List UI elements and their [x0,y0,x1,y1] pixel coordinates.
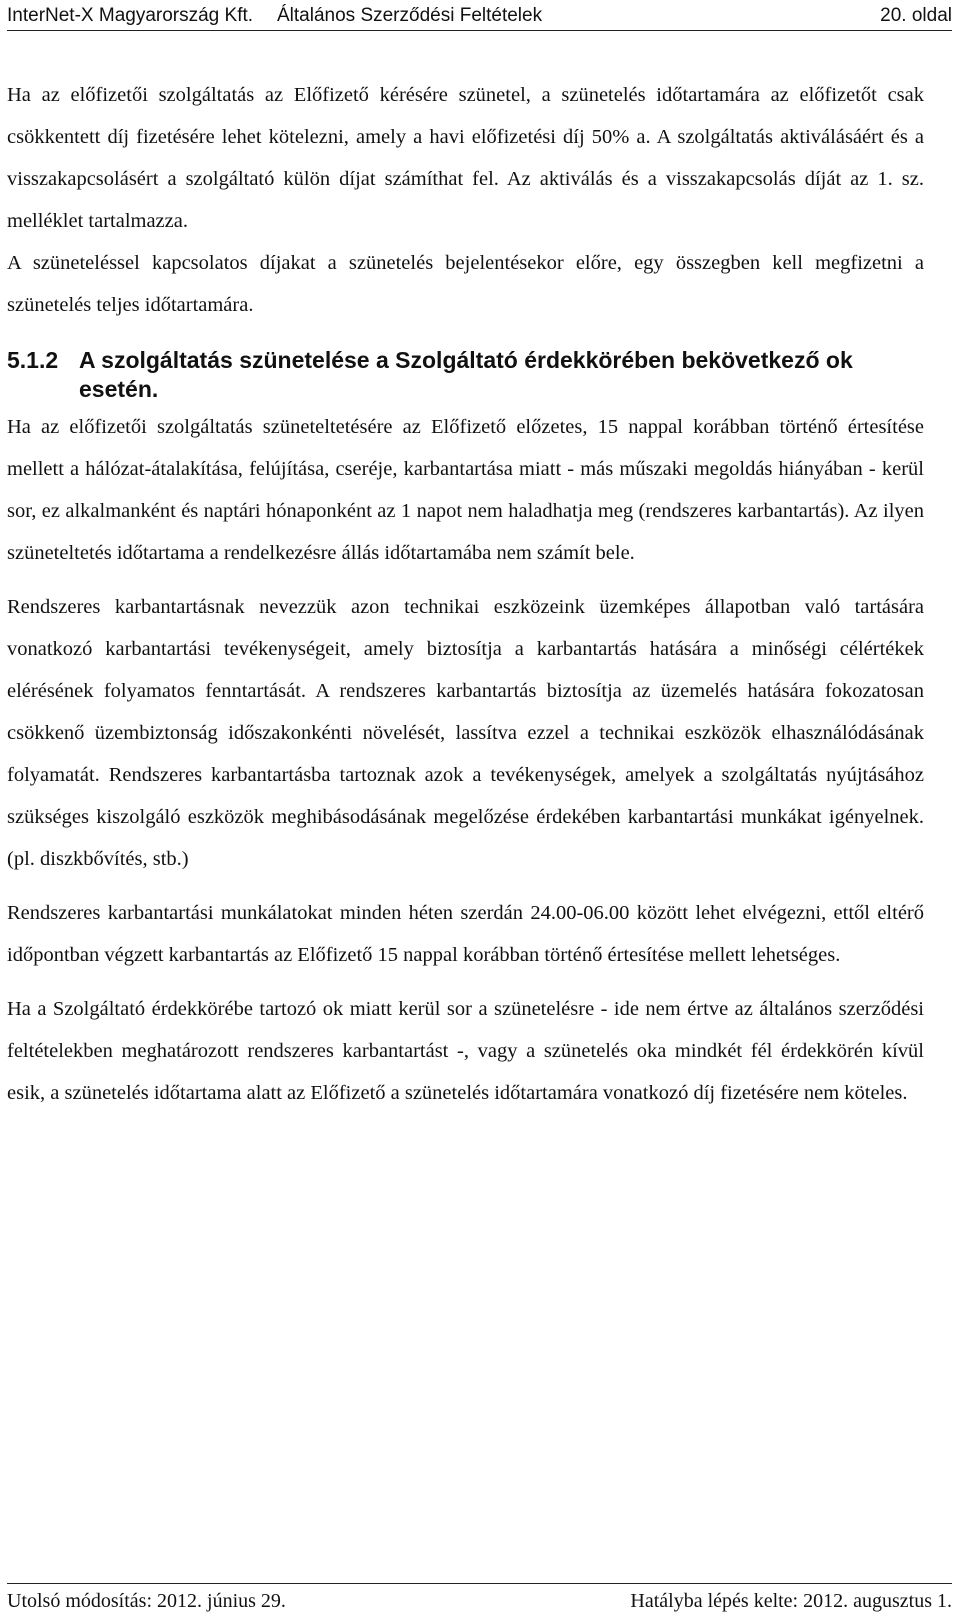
section-number: 5.1.2 [7,347,59,373]
paragraph-regular-maintenance: Rendszeres karbantartásnak nevezzük azon technikai eszközeink üzemképes állapotban való tartására vonatkozó karbantartási tevékenységeit, amely biztosítja a karbantartás hatására a minőségi célértékek elérésének folyamatos fenntartását. A rendszeres karbantartás biztosítja az üzemelés hatására fokozatosan csökkenő üzembiztonság időszakonkénti növelését, lassítva ezzel a technikai eszközök elhasználódásának folyamatát. Rendszeres karbantartásba tartoznak azok a tevékenységek, amelyek a szolgáltatás nyújtásához szükséges kiszolgáló eszközök meghibásodásának megelőzése érdekében karbantartási munkákat igényelnek. (pl. diszkbővítés, stb.) [7,596,924,870]
paragraph-provider-fault: Ha a Szolgáltató érdekkörébe tartozó ok miatt kerül sor a szünetelésre - ide nem értve az általános szerződési feltételekben meghatározott rendszeres karbantartást -, vagy a szünetelés oka mindkét fél érdekkörén kívül esik, a szünetelés időtartama alatt az Előfizető a szünetelés időtartamára vonatkozó díj fizetésére nem köteles. [7,998,924,1104]
page-header [7,4,952,31]
paragraph-maintenance-window: Rendszeres karbantartási munkálatokat minden héten szerdán 24.00-06.00 között lehet elvégezni, ettől eltérő időpontban végzett karbantartás az Előfizető 15 nappal korábban történő értesítése mellett lehetséges. [7,902,924,966]
effective-date: Hatályba lépés kelte: 2012. augusztus 1. [630,1590,952,1612]
document-body [7,74,924,1126]
paragraph-maintenance-notice: Ha az előfizetői szolgáltatás szüneteltetésére az Előfizető előzetes, 15 nappal korábban történő értesítése mellett a hálózat-átalakítása, felújítása, cseréje, karbantartása miatt - más műszaki megoldás hiányában - kerül sor, ez alkalmanként és naptári hónaponként az 1 napot nem haladhatja meg (rendszeres karbantartás). Az ilyen szüneteltetés időtartama a rendelkezésre állás időtartamába nem számít bele. [7,416,924,564]
last-modified-date: Utolsó módosítás: 2012. június 29. [7,1590,286,1612]
company-name: InterNet-X Magyarország Kft. [7,5,254,26]
section-title: A szolgáltatás szünetelése a Szolgáltató érdekkörében bekövetkező ok esetén. [79,347,853,402]
paragraph-suspension-fee: Ha az előfizetői szolgáltatás az Előfizető kérésére szünetel, a szünetelés időtartamára az előfizetőt csak csökkentett díj fizetésére lehet kötelezni, amely a havi előfizetési díj 50% a. A szolgáltatás aktiválásáért és a visszakapcsolásért a szolgáltató külön díjat számíthat fel. Az aktiválás és a visszakapcsolás díját az 1. sz. melléklet tartalmazza. [7,84,924,232]
paragraph-suspension-payment: A szüneteléssel kapcsolatos díjakat a szünetelés bejelentésekor előre, egy összegben kell megfizetni a szünetelés teljes időtartamára. [7,252,924,316]
document-title: Általános Szerződési Feltételek [277,5,543,26]
page-footer [7,1583,952,1622]
page-number: 20. oldal [880,5,952,26]
section-heading [7,346,924,404]
